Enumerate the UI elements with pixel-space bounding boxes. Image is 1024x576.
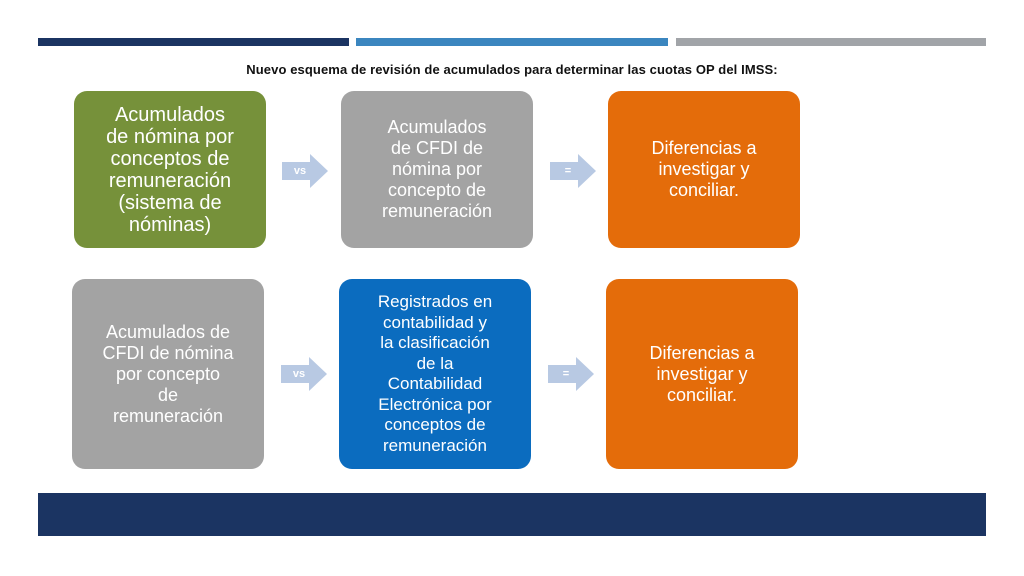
box-contabilidad-electronica: Registrados en contabilidad y la clasificación de la Contabilidad Electrónica por conceptos de remuneración (339, 279, 531, 469)
box-cfdi-acumulados-2: Acumulados de CFDI de nómina por concepto de remuneración (72, 279, 264, 469)
vs-label: vs (293, 165, 307, 177)
equals-arrow-icon (550, 154, 596, 188)
top-bar-gray (676, 38, 986, 46)
slide-title: Nuevo esquema de revisión de acumulados para determinar las cuotas OP del IMSS: (246, 62, 778, 77)
equals-label: = (562, 368, 570, 380)
box-cfdi-acumulados: Acumulados de CFDI de nómina por concepto de remuneración (341, 91, 533, 248)
box-diferencias-2: Diferencias a investigar y conciliar. (606, 279, 798, 469)
vs-arrow-icon (281, 357, 327, 391)
vs-label: vs (292, 368, 306, 380)
box-nomina-acumulados: Acumulados de nómina por conceptos de remuneración (sistema de nóminas) (74, 91, 266, 248)
equals-arrow-icon (548, 357, 594, 391)
equals-label: = (564, 165, 572, 177)
top-bar-dark-blue (38, 38, 349, 46)
top-bar-mid-blue (356, 38, 668, 46)
footer-bar (38, 493, 986, 536)
vs-arrow-icon (282, 154, 328, 188)
box-diferencias: Diferencias a investigar y conciliar. (608, 91, 800, 248)
